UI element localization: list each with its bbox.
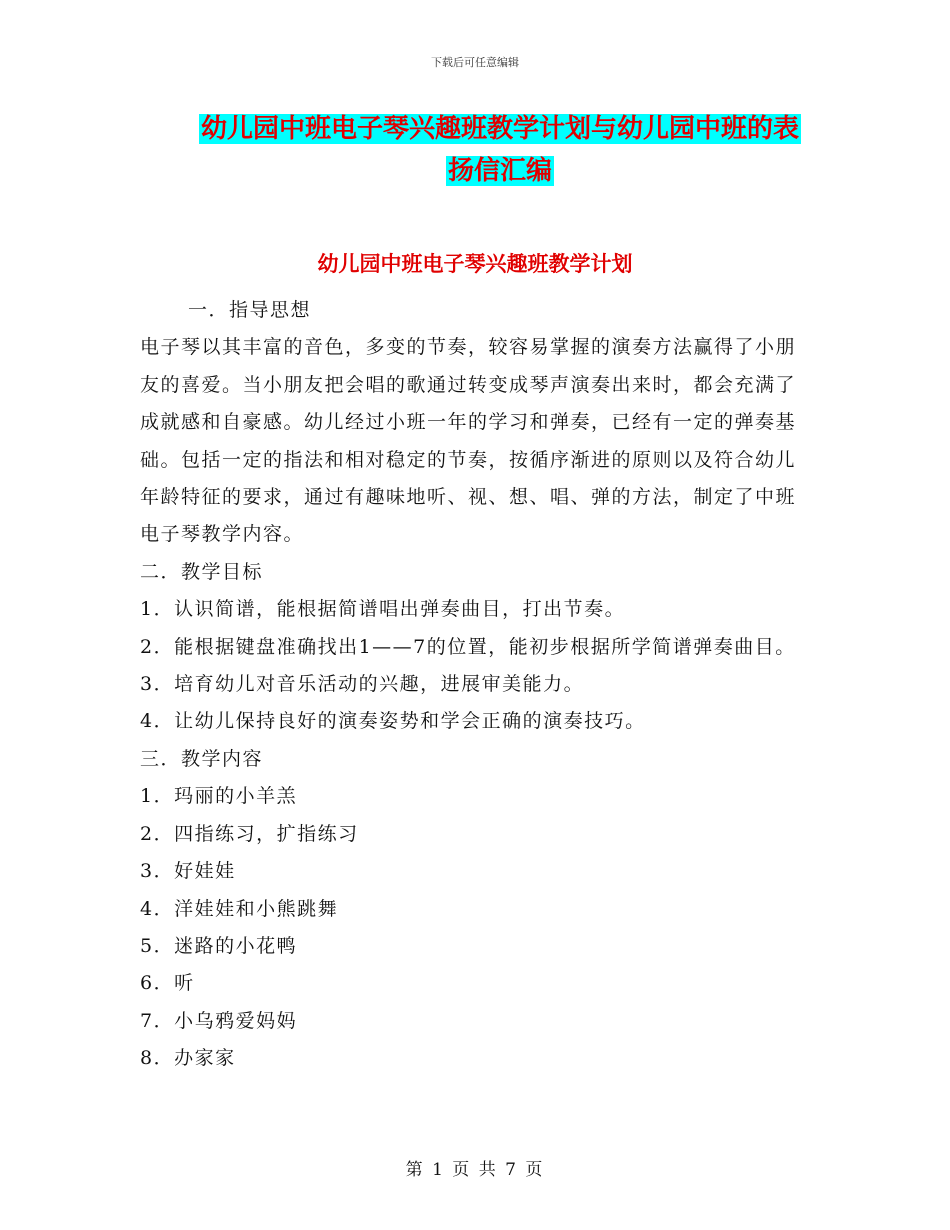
- main-title-line2: 扬信汇编: [447, 156, 552, 186]
- main-title: [150, 108, 850, 192]
- document-body: [140, 292, 805, 1078]
- content-item: 8．办家家: [140, 1047, 236, 1070]
- content-item: 4．洋娃娃和小熊跳舞: [140, 897, 339, 920]
- paragraph-guiding-thought: 电子琴以其丰富的音色，多变的节奏，较容易掌握的演奏方法赢得了小朋友的喜爱。当小朋友把会唱的歌通过转变成琴声演奏出来时，都会充满了成就感和自豪感。幼儿经过小班一年的学习和弹奏，已经有一定的弹奏基础。包括一定的指法和相对稳定的节奏，按循序渐进的原则以及符合幼儿年龄特征的要求，通过有趣味地听、视、想、唱、弹的方法，制定了中班电子琴教学内容。: [140, 336, 797, 546]
- goal-item: 4．让幼儿保持良好的演奏姿势和学会正确的演奏技巧。: [140, 710, 646, 733]
- heading-guiding-thought: 一．指导思想: [188, 299, 312, 321]
- heading-teaching-content: 三．教学内容: [140, 747, 264, 770]
- main-title-line1: 幼儿园中班电子琴兴趣班教学计划与幼儿园中班的表: [200, 114, 799, 144]
- section-title: 幼儿园中班电子琴兴趣班教学计划: [317, 251, 633, 276]
- content-item: 5．迷路的小花鸭: [140, 934, 298, 957]
- heading-teaching-goals: 二．教学目标: [140, 560, 264, 583]
- content-item: 1．玛丽的小羊羔: [140, 785, 298, 808]
- content-item: 6．听: [140, 972, 195, 995]
- content-item: 2．四指练习，扩指练习: [140, 822, 359, 845]
- content-item: 7．小乌鸦爱妈妈: [140, 1009, 298, 1032]
- goal-item: 2．能根据键盘准确找出1——7的位置，能初步根据所学简谱弹奏曲目。: [140, 635, 796, 658]
- goal-item: 1．认识简谱，能根据简谱唱出弹奏曲目，打出节奏。: [140, 598, 626, 621]
- header-note: 下载后可任意编辑: [431, 56, 519, 69]
- goal-item: 3．培育幼儿对音乐活动的兴趣，进展审美能力。: [140, 673, 585, 696]
- content-item: 3．好娃娃: [140, 860, 236, 883]
- page-footer: 第 1 页 共 7 页: [405, 1160, 545, 1180]
